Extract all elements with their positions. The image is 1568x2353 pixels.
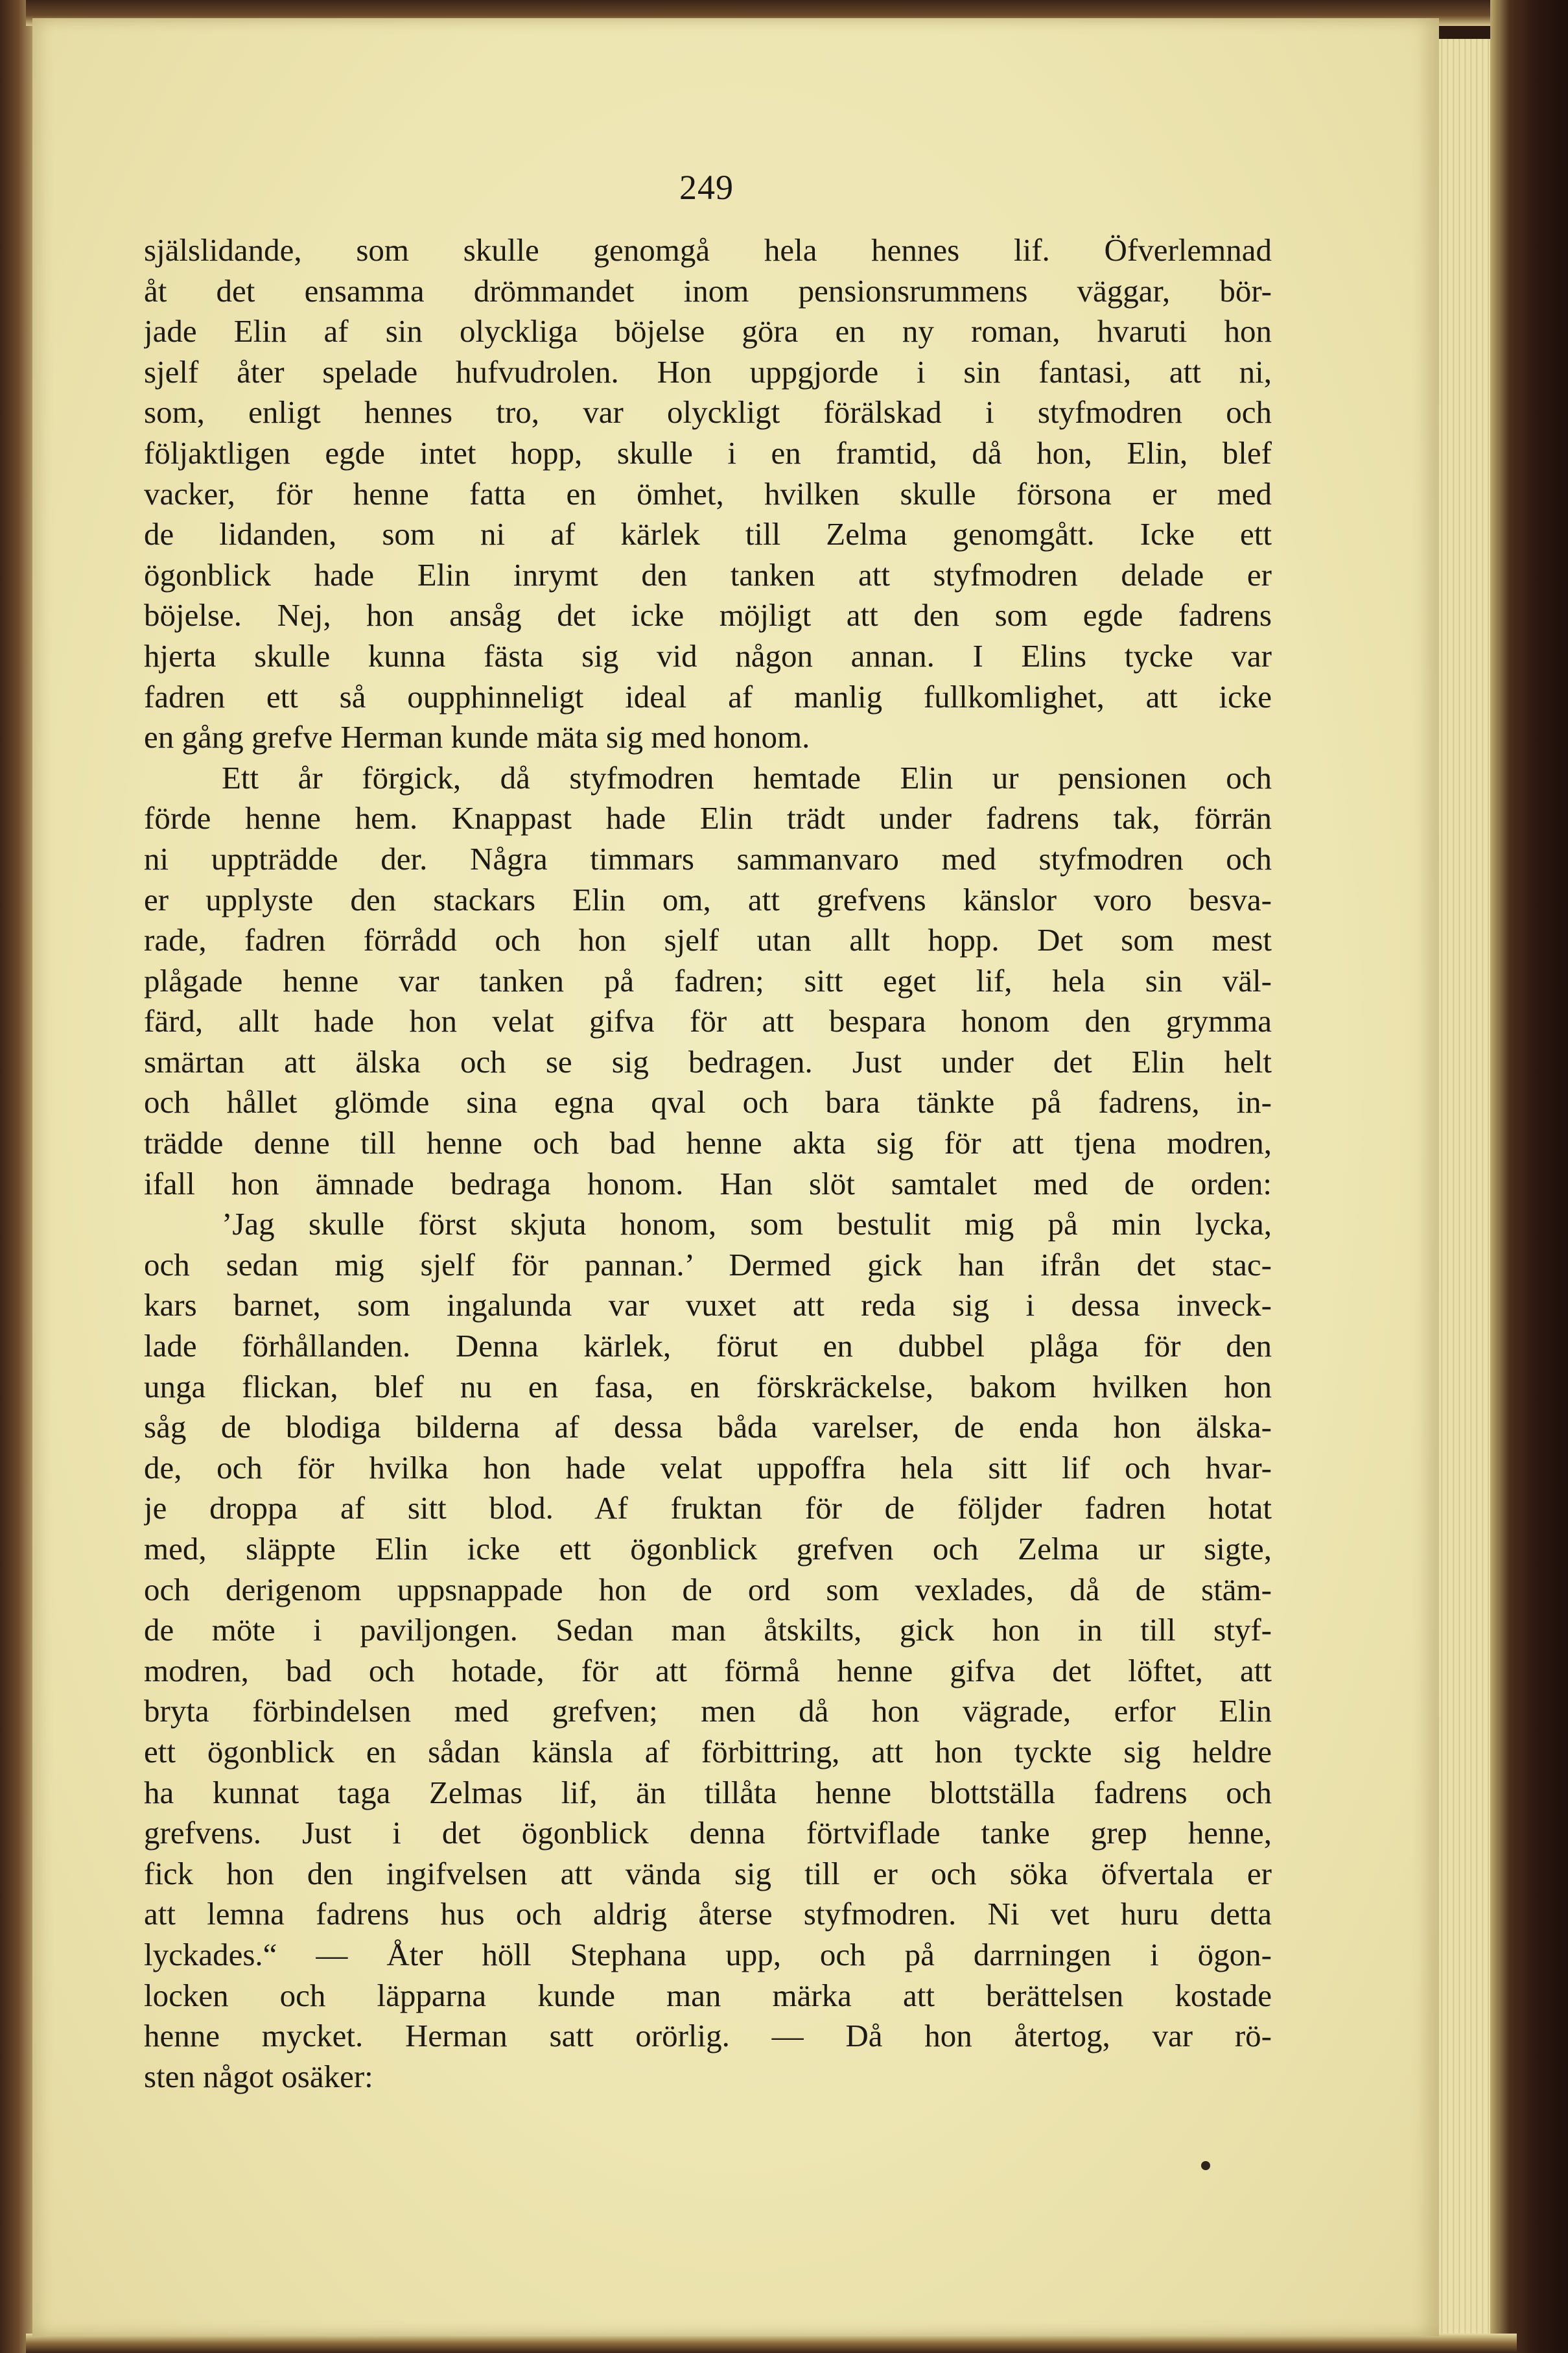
text-line: och derigenom uppsnappade hon de ord som vexlades, då de stäm- <box>144 1571 1272 1607</box>
text-line: följaktligen egde intet hopp, skulle i en framtid, då hon, Elin, blef <box>144 434 1272 471</box>
text-line: såg de blodiga bilderna af dessa båda varelser, de enda hon älska- <box>144 1409 1272 1445</box>
text-line: de möte i paviljongen. Sedan man åtskilts, gick hon in till styf- <box>144 1612 1272 1648</box>
text-line: böjelse. Nej, hon ansåg det icke möjligt att den som egde fadrens <box>144 597 1272 633</box>
text-line: sten något osäker: <box>144 2058 373 2094</box>
text-line: att lemna fadrens hus och aldrig återse styfmodren. Ni vet huru detta <box>144 1896 1272 1932</box>
text-line: förde henne hem. Knappast hade Elin trädt under fadrens tak, förrän <box>144 800 1272 836</box>
text-line: åt det ensamma drömmandet inom pensionsrummens väggar, bör- <box>144 272 1272 309</box>
text-line: färd, allt hade hon velat gifva för att bespara honom den grymma <box>144 1003 1272 1039</box>
text-line: själslidande, som skulle genomgå hela hennes lif. Öfverlemnad <box>144 232 1272 268</box>
text-line: med, släppte Elin icke ett ögonblick grefven och Zelma ur sigte, <box>144 1531 1272 1567</box>
text-line: som, enligt hennes tro, var olyckligt förälskad i styfmodren och <box>144 394 1272 431</box>
text-line: hjerta skulle kunna fästa sig vid någon annan. I Elins tycke var <box>144 637 1272 674</box>
text-line: lyckades.“ — Åter höll Stephana upp, och på darrningen i ögon- <box>144 1936 1272 1972</box>
text-line: ögonblick hade Elin inrymt den tanken att styfmodren delade er <box>144 556 1272 593</box>
text-line: fick hon den ingifvelsen att vända sig till er och söka öfvertala er <box>144 1855 1272 1891</box>
text-line: je droppa af sitt blod. Af fruktan för de följder fadren hotat <box>144 1490 1272 1526</box>
text-line: de, och för hvilka hon hade velat uppoffra hela sitt lif och hvar- <box>144 1449 1272 1485</box>
text-line: och hållet glömde sina egna qval och bara tänkte på fadrens, in- <box>144 1084 1272 1120</box>
text-line: fadren ett så oupphinneligt ideal af manlig fullkomlighet, att icke <box>144 678 1272 715</box>
book-bottom-edge <box>26 2334 1517 2353</box>
text-line: bryta förbindelsen med grefven; men då hon vägrade, erfor Elin <box>144 1693 1272 1729</box>
text-line: ’Jag skulle först skjuta honom, som bestulit mig på min lycka, <box>222 1206 1272 1242</box>
text-line: henne mycket. Herman satt orörlig. — Då hon återtog, var rö- <box>144 2018 1272 2054</box>
text-line: plågade henne var tanken på fadren; sitt eget lif, hela sin väl- <box>144 962 1272 999</box>
text-line: smärtan att älska och se sig bedragen. Just under det Elin helt <box>144 1043 1272 1080</box>
text-line: unga flickan, blef nu en fasa, en förskräckelse, bakom hvilken hon <box>144 1368 1272 1404</box>
text-line: ifall hon ämnade bedraga honom. Han slöt samtalet med de orden: <box>144 1165 1272 1201</box>
text-line: kars barnet, som ingalunda var vuxet att reda sig i dessa inveck- <box>144 1287 1272 1323</box>
text-line: er upplyste den stackars Elin om, att grefvens känslor voro besva- <box>144 881 1272 917</box>
text-line: modren, bad och hotade, för att förmå henne gifva det löftet, att <box>144 1652 1272 1688</box>
text-line: rade, fadren förrådd och hon sjelf utan allt hopp. Det som mest <box>144 922 1272 958</box>
text-line: jade Elin af sin olyckliga böjelse göra en ny roman, hvaruti hon <box>144 313 1272 349</box>
text-line: grefvens. Just i det ögonblick denna förtviflade tanke grep henne, <box>144 1815 1272 1851</box>
ink-speck <box>1201 2161 1210 2170</box>
text-line: ett ögonblick en sådan känsla af förbittring, att hon tyckte sig heldre <box>144 1733 1272 1769</box>
page-number: 249 <box>679 168 734 207</box>
text-line: sjelf åter spelade hufvudrolen. Hon uppgjorde i sin fantasi, att ni, <box>144 353 1272 390</box>
text-line: ni uppträdde der. Några timmars sammanvaro med styfmodren och <box>144 840 1272 877</box>
body-text <box>144 230 1272 2097</box>
text-line: Ett år förgick, då styfmodren hemtade Elin ur pensionen och <box>222 759 1272 796</box>
text-line: trädde denne till henne och bad henne akta sig för att tjena modren, <box>144 1125 1272 1161</box>
text-line: vacker, för henne fatta en ömhet, hvilken skulle försona er med <box>144 475 1272 512</box>
text-line: en gång grefve Herman kunde mäta sig med honom. <box>144 719 810 755</box>
text-line: locken och läpparna kunde man märka att berättelsen kostade <box>144 1977 1272 2013</box>
text-line: och sedan mig sjelf för pannan.’ Dermed gick han ifrån det stac- <box>144 1246 1272 1283</box>
text-line: de lidanden, som ni af kärlek till Zelma genomgått. Icke ett <box>144 516 1272 552</box>
text-line: ha kunnat taga Zelmas lif, än tillåta henne blottställa fadrens och <box>144 1774 1272 1810</box>
book-binding-right <box>1490 0 1568 2353</box>
text-line: lade förhållanden. Denna kärlek, förut en dubbel plåga för den <box>144 1328 1272 1364</box>
